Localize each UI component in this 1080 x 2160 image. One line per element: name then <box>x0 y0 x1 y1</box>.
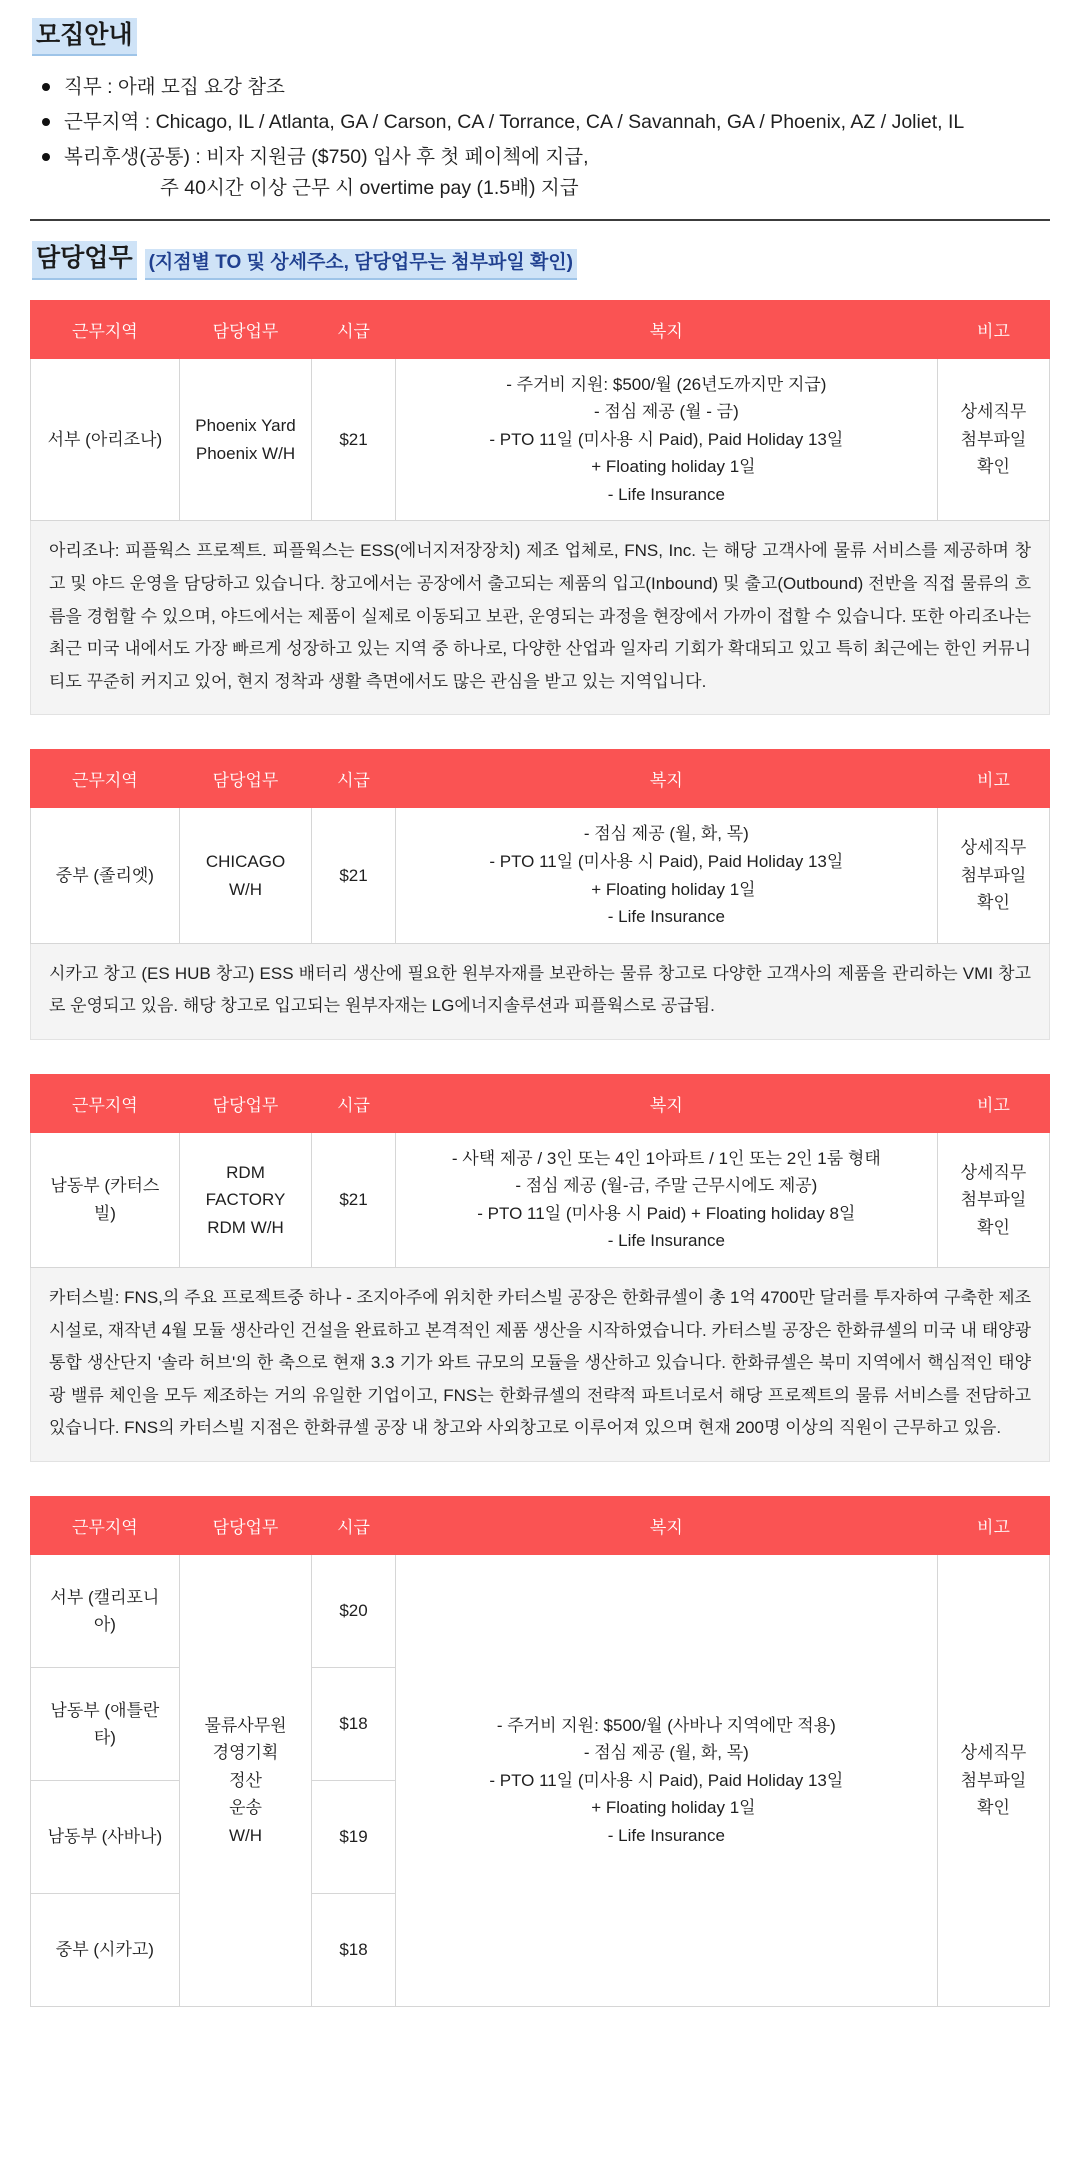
cell-region: 중부 (졸리엣) <box>31 808 180 943</box>
divider <box>30 219 1050 221</box>
benefit-line: - Life Insurance <box>607 907 725 927</box>
benefit-line: - PTO 11일 (미사용 시 Paid), Paid Holiday 13일 <box>489 429 844 449</box>
cell-benefit <box>395 1555 937 2007</box>
cell-wage: $19 <box>312 1781 396 1894</box>
column-header-benefit: 복지 <box>395 750 937 808</box>
column-header-duty: 담당업무 <box>179 300 311 358</box>
recruit-bullet-job: 직무 : 아래 모집 요강 참조 <box>64 76 285 99</box>
column-header-wage: 시급 <box>312 1074 396 1132</box>
column-header-benefit: 복지 <box>395 300 937 358</box>
table-header-row <box>31 1074 1050 1132</box>
recruit-bullet-benefit-sub: 주 40시간 이상 근무 시 overtime pay (1.5배) 지급 <box>160 176 579 199</box>
recruit-bullet-locations: 근무지역 : Chicago, IL / Atlanta, GA / Carson, CA / Torrance, CA / Savannah, GA / Phoenix, AZ / Joliet, IL <box>64 111 965 134</box>
recruit-bullet-benefit: 복리후생(공통) : 비자 지원금 ($750) 입사 후 첫 페이첵에 지급, <box>64 145 589 168</box>
cell-wage: $18 <box>312 1894 396 2007</box>
cell-wage: $21 <box>312 358 396 521</box>
benefit-line: - Life Insurance <box>607 484 725 504</box>
list-item <box>64 70 1050 105</box>
cell-region: 남동부 (카터스빌) <box>31 1132 180 1267</box>
table-row <box>31 1132 1050 1267</box>
cell-benefit <box>395 808 937 943</box>
list-item <box>64 140 1050 206</box>
benefit-line: + Floating holiday 1일 <box>577 1798 756 1818</box>
cell-wage: $21 <box>312 1132 396 1267</box>
column-header-wage: 시급 <box>312 1497 396 1555</box>
duty-title-row <box>32 241 1050 279</box>
spacer <box>30 1040 1050 1074</box>
cell-note: 상세직무 첨부파일 확인 <box>937 808 1049 943</box>
benefit-line: - Life Insurance <box>607 1231 725 1251</box>
benefit-line: - 점심 제공 (월, 화, 목) <box>583 824 749 844</box>
recruit-title-row <box>32 18 1050 56</box>
description-arizona: 아리조나: 피플웍스 프로젝트. 피플웍스는 ESS(에너지저장장치) 제조 업체로, FNS, Inc. 는 해당 고객사에 물류 서비스를 제공하며 창고 및 야드 운영을 담당하고 있습니다. 창고에서는 공장에서 출고되는 제품의 입고(Inbound) 및 출고(Outbound) 전반을 직접 물류의 흐름을 경험할 수 있으며, 야드에서는 제품이 실제로 이동되고 보관, 운영되는 과정을 현장에서 가까이 접할 수 있습니다. 또한 아리조나는 최근 미국 내에서도 가장 빠르게 성장하고 있는 지역 중 하나로, 다양한 산업과 일자리 기회가 확대되고 있고 특히 최근에는 한인 커뮤니티도 꾸준히 커지고 있어, 현지 정착과 생활 측면에서도 많은 관심을 받고 있는 지역입니다. <box>30 521 1050 715</box>
column-header-wage: 시급 <box>312 750 396 808</box>
column-header-note: 비고 <box>937 300 1049 358</box>
benefit-line: - Life Insurance <box>607 1825 725 1845</box>
column-header-benefit: 복지 <box>395 1497 937 1555</box>
job-table-joliet <box>30 749 1050 943</box>
table-header-row <box>31 300 1050 358</box>
cell-note: 상세직무 첨부파일 확인 <box>937 1132 1049 1267</box>
page-title: 모집안내 <box>32 18 137 56</box>
duty-note: (지점별 TO 및 상세주소, 담당업무는 첨부파일 확인) <box>145 249 577 280</box>
cell-region: 남동부 (애틀란타) <box>31 1668 180 1781</box>
column-header-region: 근무지역 <box>31 750 180 808</box>
benefit-line: - 점심 제공 (월, 화, 목) <box>583 1743 749 1763</box>
job-table-cartersville <box>30 1074 1050 1268</box>
job-table-arizona <box>30 300 1050 522</box>
cell-region: 남동부 (사바나) <box>31 1781 180 1894</box>
benefit-line: - 점심 제공 (월-금, 주말 근무시에도 제공) <box>515 1176 818 1196</box>
cell-duty: 물류사무원 경영기획 정산 운송 W/H <box>179 1555 311 2007</box>
spacer <box>30 1462 1050 1496</box>
column-header-note: 비고 <box>937 1074 1049 1132</box>
column-header-duty: 담당업무 <box>179 1497 311 1555</box>
benefit-line: - PTO 11일 (미사용 시 Paid), Paid Holiday 13일 <box>489 852 844 871</box>
column-header-region: 근무지역 <box>31 1497 180 1555</box>
cell-note: 상세직무 첨부파일 확인 <box>937 358 1049 521</box>
benefit-line: - 주거비 지원: $500/월 (26년도까지만 지급) <box>506 374 827 394</box>
cell-wage: $18 <box>312 1668 396 1781</box>
benefit-line: + Floating holiday 1일 <box>577 879 756 899</box>
cell-note: 상세직무 첨부파일 확인 <box>937 1555 1049 2007</box>
benefit-line: + Floating holiday 1일 <box>577 457 756 477</box>
cell-wage: $21 <box>312 808 396 943</box>
column-header-region: 근무지역 <box>31 300 180 358</box>
list-item <box>64 105 1050 140</box>
benefit-line: - 점심 제공 (월 - 금) <box>593 402 739 422</box>
benefit-line: - 주거비 지원: $500/월 (사바나 지역에만 적용) <box>496 1715 836 1735</box>
cell-benefit <box>395 1132 937 1267</box>
description-cartersville: 카터스빌: FNS,의 주요 프로젝트중 하나 - 조지아주에 위치한 카터스빌 공장은 한화큐셀이 총 1억 4700만 달러를 투자하여 구축한 제조 시설로, 재작년 4월 모듈 생산라인 건설을 완료하고 본격적인 제품 생산을 시작하였습니다. 카터스빌 공장은 한화큐셀의 미국 내 태양광 통합 생산단지 '솔라 허브'의 한 축으로 현재 3.3 기가 와트 규모의 모듈을 생산하고 있습니다. 한화큐셀은 북미 지역에서 핵심적인 태양광 밸류 체인을 모두 제조하는 거의 유일한 기업이고, FNS는 한화큐셀의 전략적 파트너로서 해당 프로젝트의 물류 서비스를 전담하고 있습니다. FNS의 카터스빌 지점은 한화큐셀 공장 내 창고와 사외창고로 이루어져 있으며 현재 200명 이상의 직원이 근무하고 있음. <box>30 1268 1050 1462</box>
cell-region: 서부 (아리조나) <box>31 358 180 521</box>
column-header-note: 비고 <box>937 1497 1049 1555</box>
column-header-duty: 담당업무 <box>179 1074 311 1132</box>
column-header-benefit: 복지 <box>395 1074 937 1132</box>
column-header-note: 비고 <box>937 750 1049 808</box>
benefit-line: - PTO 11일 (미사용 시 Paid) + Floating holiday 8일 <box>477 1203 856 1223</box>
cell-duty: RDM FACTORY RDM W/H <box>179 1132 311 1267</box>
cell-region: 서부 (캘리포니아) <box>31 1555 180 1668</box>
table-row <box>31 1555 1050 1668</box>
cell-benefit <box>395 358 937 521</box>
column-header-region: 근무지역 <box>31 1074 180 1132</box>
table-header-row <box>31 750 1050 808</box>
cell-region: 중부 (시카고) <box>31 1894 180 2007</box>
recruit-bullet-list <box>30 70 1050 205</box>
spacer <box>30 715 1050 749</box>
column-header-duty: 담당업무 <box>179 750 311 808</box>
cell-duty: CHICAGO W/H <box>179 808 311 943</box>
column-header-wage: 시급 <box>312 300 396 358</box>
job-table-office <box>30 1496 1050 2007</box>
benefit-line: - 사택 제공 / 3인 또는 4인 1아파트 / 1인 또는 2인 1룸 형태 <box>451 1148 881 1168</box>
cell-duty: Phoenix Yard Phoenix W/H <box>179 358 311 521</box>
table-header-row <box>31 1497 1050 1555</box>
table-row <box>31 358 1050 521</box>
benefit-line: - PTO 11일 (미사용 시 Paid), Paid Holiday 13일 <box>489 1770 844 1790</box>
cell-wage: $20 <box>312 1555 396 1668</box>
description-joliet: 시카고 창고 (ES HUB 창고) ESS 배터리 생산에 필요한 원부자재를 보관하는 물류 창고로 다양한 고객사의 제품을 관리하는 VMI 창고로 운영되고 있음. 해당 창고로 입고되는 원부자재는 LG에너지솔루션과 피플웍스로 공급됨. <box>30 944 1050 1040</box>
duty-title: 담당업무 <box>32 241 137 279</box>
table-row <box>31 808 1050 943</box>
